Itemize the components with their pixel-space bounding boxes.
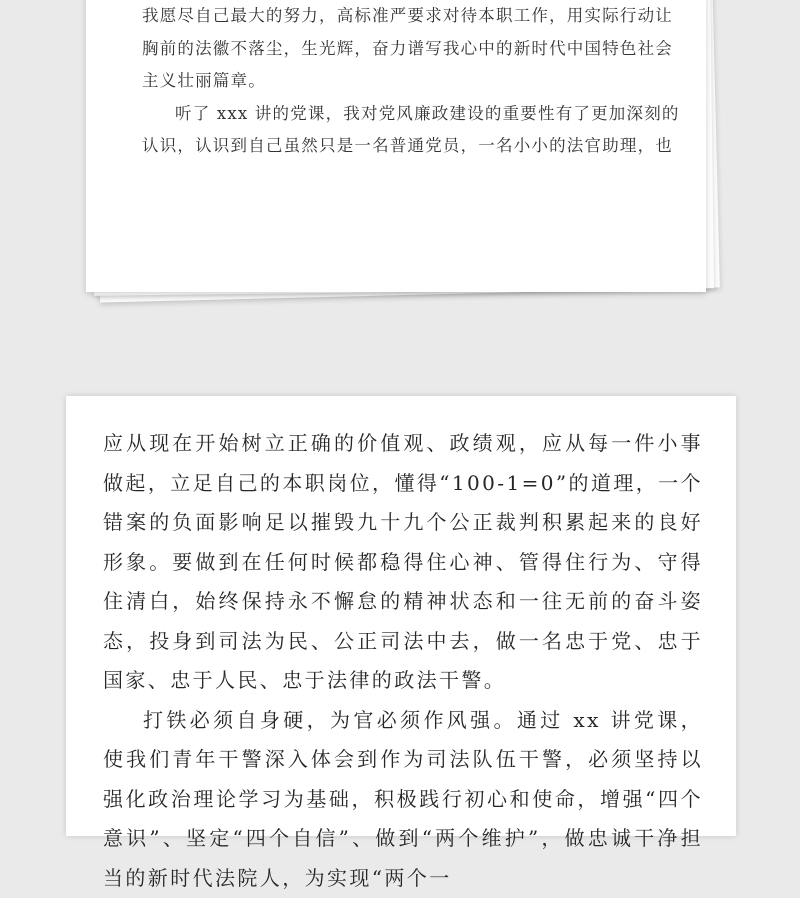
- top-paragraph-1: 我愿尽自己最大的努力，高标准严要求对待本职工作，用实际行动让胸前的法徽不落尘，生光辉，奋力谱写我心中的新时代中国特色社会主义壮丽篇章。: [142, 0, 682, 98]
- bottom-page-text: [103, 424, 703, 898]
- bottom-paragraph-2: 打铁必须自身硬，为官必须作风强。通过 xx 讲党课，使我们青年干警深入体会到作为司法队伍干警，必须坚持以强化政治理论学习为基础，积极践行初心和使命，增强“四个意识”、坚定“四个自信”、做到“两个维护”，做忠诚干净担当的新时代法院人，为实现“两个一: [103, 701, 703, 898]
- top-page-text: [142, 0, 682, 163]
- top-paragraph-2: 听了 xxx 讲的党课，我对党风廉政建设的重要性有了更加深刻的认识，认识到自己虽然只是一名普通党员，一名小小的法官助理，也: [142, 98, 682, 163]
- bottom-paragraph-1: 应从现在开始树立正确的价值观、政绩观，应从每一件小事做起，立足自己的本职岗位，懂得“100-1=0”的道理，一个错案的负面影响足以摧毁九十九个公正裁判积累起来的良好形象。要做到在任何时候都稳得住心神、管得住行为、守得住清白，始终保持永不懈怠的精神状态和一往无前的奋斗姿态，投身到司法为民、公正司法中去，做一名忠于党、忠于国家、忠于人民、忠于法律的政法干警。: [103, 424, 703, 701]
